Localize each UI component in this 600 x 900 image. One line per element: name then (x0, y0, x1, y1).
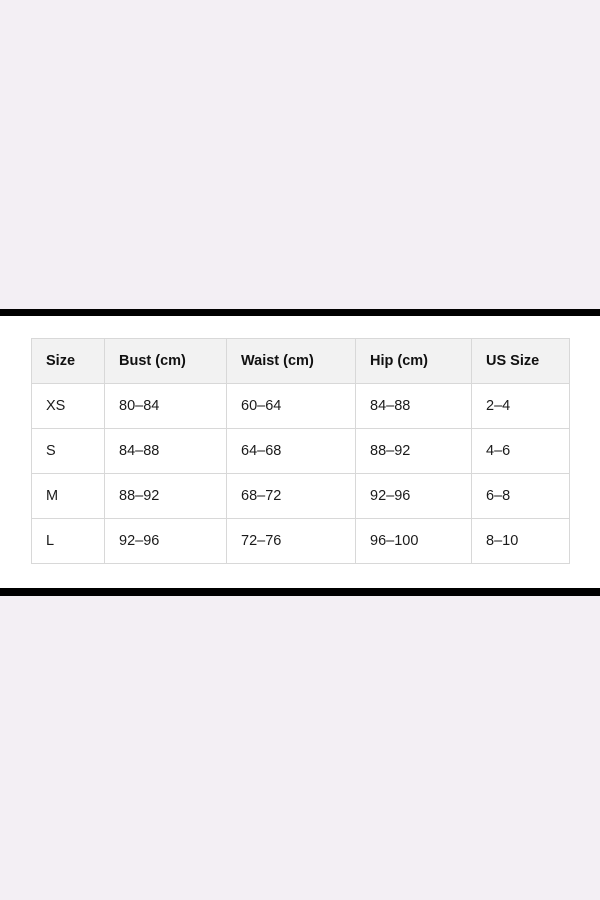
cell-bust: 80–84 (105, 384, 227, 429)
table-row (32, 429, 570, 474)
table-row (32, 474, 570, 519)
size-chart-table (31, 338, 570, 564)
column-header-size: Size (32, 339, 105, 384)
cell-size: M (32, 474, 105, 519)
cell-hip: 92–96 (356, 474, 472, 519)
cell-size: S (32, 429, 105, 474)
column-header-us-size: US Size (472, 339, 570, 384)
table-header (32, 339, 570, 384)
cell-us-size: 2–4 (472, 384, 570, 429)
cell-bust: 84–88 (105, 429, 227, 474)
cell-hip: 96–100 (356, 519, 472, 564)
cell-hip: 88–92 (356, 429, 472, 474)
divider-band-top (0, 309, 600, 316)
table-body (32, 384, 570, 564)
divider-band-bottom (0, 588, 600, 596)
size-chart-table-wrapper (31, 338, 569, 564)
cell-us-size: 8–10 (472, 519, 570, 564)
cell-size: XS (32, 384, 105, 429)
cell-hip: 84–88 (356, 384, 472, 429)
size-chart-card (0, 316, 600, 588)
column-header-bust: Bust (cm) (105, 339, 227, 384)
column-header-waist: Waist (cm) (227, 339, 356, 384)
cell-size: L (32, 519, 105, 564)
cell-us-size: 6–8 (472, 474, 570, 519)
table-row (32, 519, 570, 564)
cell-waist: 68–72 (227, 474, 356, 519)
table-row (32, 384, 570, 429)
column-header-hip: Hip (cm) (356, 339, 472, 384)
cell-bust: 92–96 (105, 519, 227, 564)
cell-us-size: 4–6 (472, 429, 570, 474)
cell-bust: 88–92 (105, 474, 227, 519)
cell-waist: 60–64 (227, 384, 356, 429)
cell-waist: 64–68 (227, 429, 356, 474)
table-header-row (32, 339, 570, 384)
cell-waist: 72–76 (227, 519, 356, 564)
